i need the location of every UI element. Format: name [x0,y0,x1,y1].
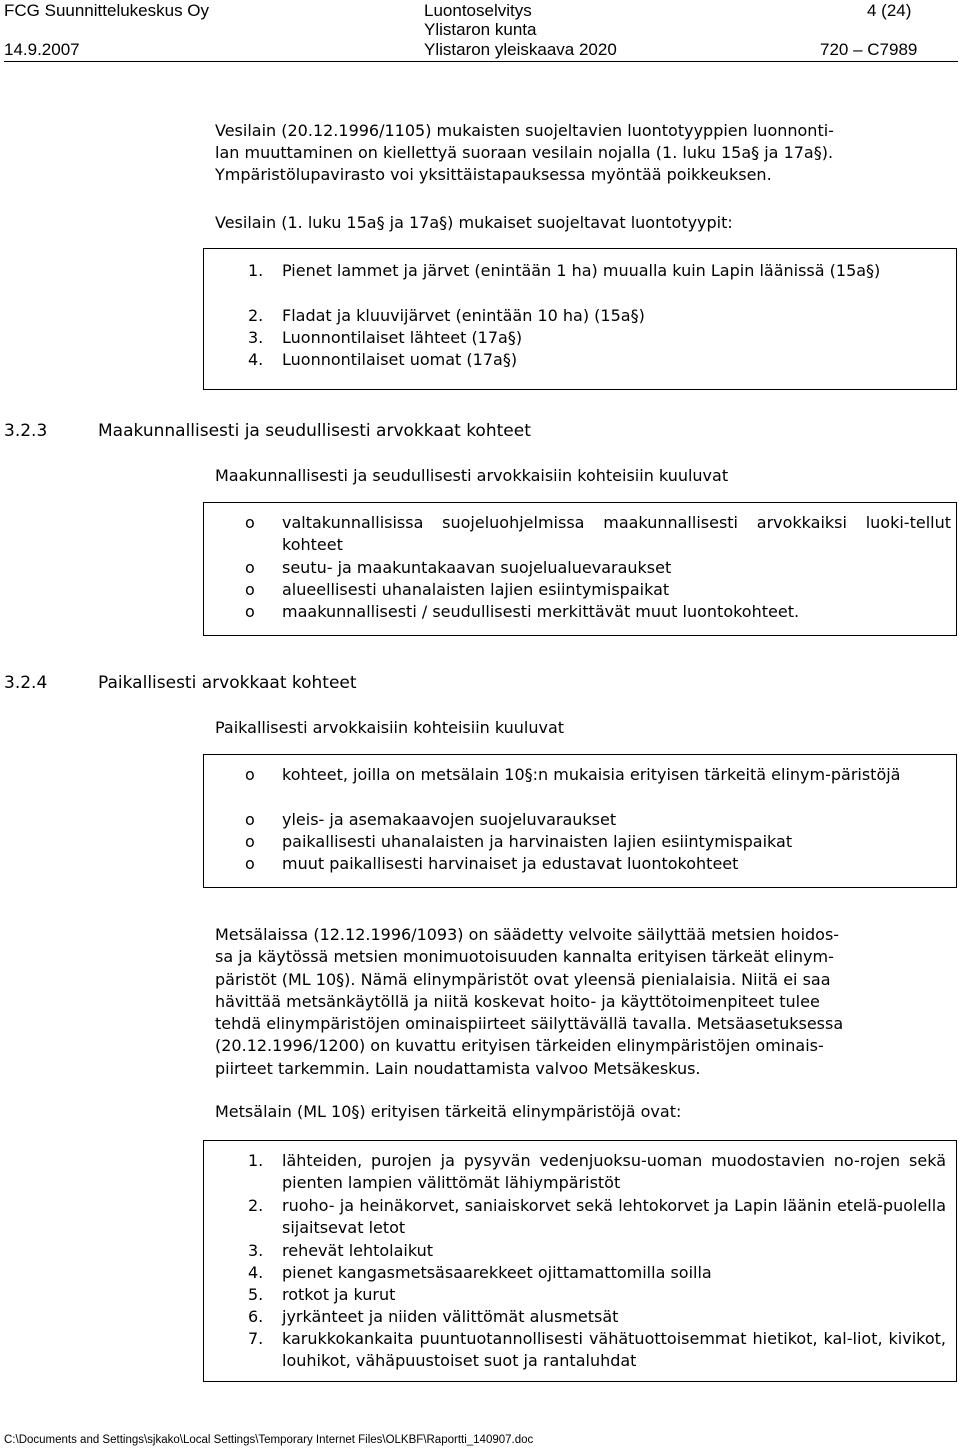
forest-act-lead: Metsälain (ML 10§) erityisen tärkeitä elinympäristöjä ovat: [215,1102,682,1121]
paragraph-line: Metsälaissa (12.12.1996/1093) on säädetty velvoite säilyttää metsien hoidos- [215,925,840,944]
header-company: FCG Suunnittelukeskus Oy [4,1,210,20]
header-rule [4,61,958,62]
section-heading: Maakunnallisesti ja seudullisesti arvokkaat kohteet [98,421,531,441]
header-date: 14.9.2007 [4,40,80,59]
paragraph-line: (20.12.1996/1200) on kuvattu erityisen tärkeiden elinympäristöjen ominais- [215,1036,824,1056]
intro-paragraph [215,120,834,186]
water-act-lead: Vesilain (1. luku 15a§ ja 17a§) mukaiset suojeltavat luontotyypit: [215,213,733,232]
intro-line: Vesilain (20.12.1996/1105) mukaisten suojeltavien luontotyyppien luonnonti- [215,121,834,140]
page-header [0,0,960,62]
header-municipality: Ylistaron kunta [424,20,537,39]
header-code: 720 – C7989 [820,40,918,59]
section-lead: Paikallisesti arvokkaisiin kohteisiin kuuluvat [215,718,565,737]
section-heading: Paikallisesti arvokkaat kohteet [98,673,357,693]
header-doc-type: Luontoselvitys [424,1,532,20]
paragraph-line: tehdä elinympäristöjen ominaispiirteet säilyttävällä tavalla. Metsäasetuksessa [215,1014,844,1034]
header-page-number: 4 (24) [867,1,912,20]
section-number: 3.2.3 [4,421,48,441]
footer-file-path: C:\Documents and Settings\sjkako\Local Settings\Temporary Internet Files\OLKBF\Raportti_140907.doc [4,1434,534,1446]
paragraph-line: päristöt (ML 10§). Nämä elinympäristöt ovat yleensä pienialaisia. Niitä ei saa [215,969,831,989]
intro-line: lan muuttaminen on kiellettyä suoraan vesilain nojalla (1. luku 15a§ ja 17a§). [215,143,834,162]
paragraph-line: piirteet tarkemmin. Lain noudattamista valvoo Metsäkeskus. [215,1058,701,1078]
intro-line: Ympäristölupavirasto voi yksittäistapauksessa myöntää poikkeuksen. [215,165,772,184]
section-lead: Maakunnallisesti ja seudullisesti arvokkaisiin kohteisiin kuuluvat [215,466,729,485]
header-project: Ylistaron yleiskaava 2020 [424,40,617,59]
paragraph-line: hävittää metsänkäytöllä ja niitä koskevat hoito- ja käyttötoimenpiteet tulee [215,991,820,1011]
section-number: 3.2.4 [4,673,48,693]
paragraph-line: sa ja käytössä metsien monimuotoisuuden kannalta erityisen tärkeät elinym- [215,947,834,967]
forest-act-paragraph [215,924,843,1080]
